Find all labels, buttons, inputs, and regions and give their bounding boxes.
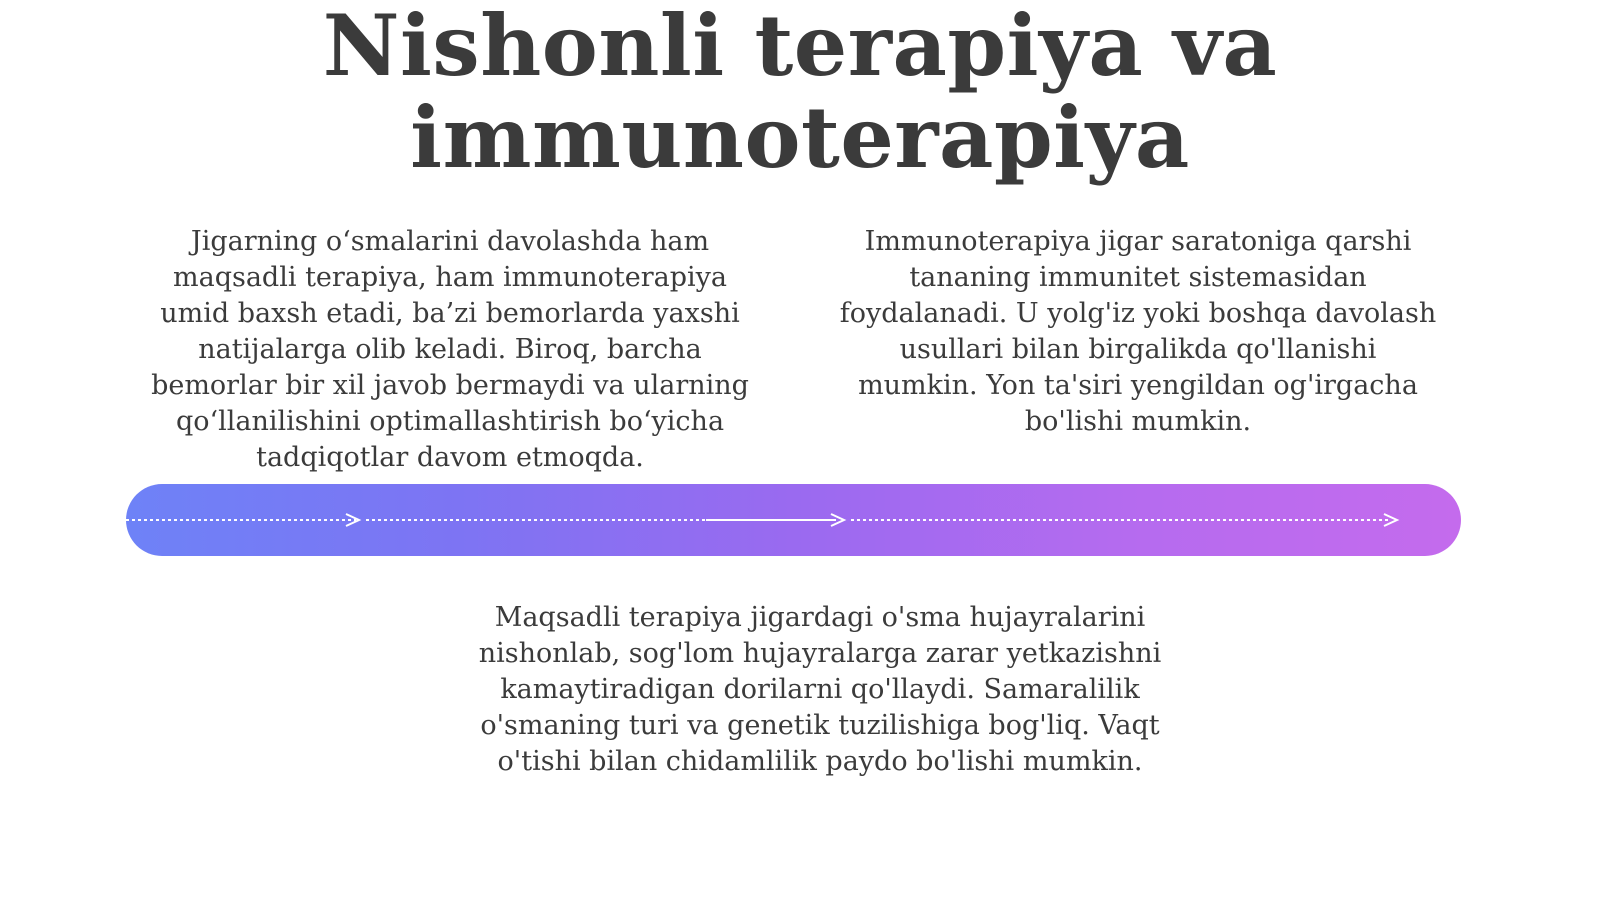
slide-title: Nishonli terapiya va immunoterapiya [322, 0, 1278, 187]
arrow-1-icon [346, 514, 359, 526]
text-block-bottom: Maqsadli terapiya jigardagi o'sma hujayralarini nishonlab, sog'lom hujayralarga zarar yetkazishni kamaytiradigan dorilarni qo'llaydi. Samaralilik o'smaning turi va genetik tuzilishiga bog'liq. Vaqt o'tishi bilan chidamlilik paydo bo'lishi mumkin. [478, 602, 1162, 777]
text-block-left: Jigarning o‘smalarini davolashda ham maqsadli terapiya, ham immunoterapiya umid baxsh etadi, ba’zi bemorlarda yaxshi natijalarga olib keladi. Biroq, barcha bemorlar bir xil javob bermaydi va ularning qo‘llanilishini optimallashtirish bo‘yicha tadqiqotlar davom etmoqda. [151, 226, 749, 473]
timeline-arrows [126, 484, 1461, 556]
text-block-right: Immunoterapiya jigar saratoniga qarshi tananing immunitet sistemasidan foydalanadi. U yolg'iz yoki boshqa davolash usullari bilan birgalikda qo'llanishi mumkin. Yon ta'siri yengildan og'irgacha bo'lishi mumkin. [839, 226, 1437, 437]
